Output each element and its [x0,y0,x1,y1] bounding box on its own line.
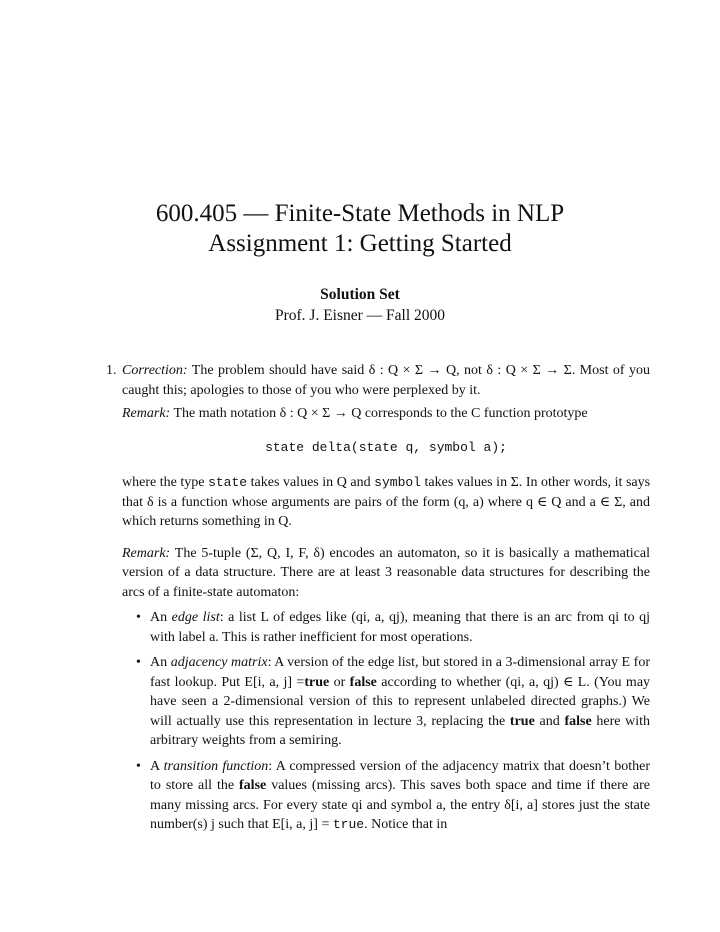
author-line: Prof. J. Eisner — Fall 2000 [274,307,446,324]
bullet-text-c: . Notice that in [364,817,448,832]
bullet-pre: An [150,610,168,625]
remark2-paragraph [122,544,650,603]
item-number: 1. [106,363,117,378]
bullet-term: adjacency matrix [170,655,268,670]
bullet-text-c: according to whether (qi, a, qj) ∈ L. (You may have seen a 2-dimensional version of this to represent unlabeled directed graphs.) We will actually use this representation in lecture 3, replacing the [150,674,651,729]
list-item-1 [106,361,650,835]
data-structure-list [122,608,650,835]
remark1-text: The math notation δ : Q × Σ → Q corresponds to the C function prototype [173,406,588,421]
bold-true-2: true [509,713,535,729]
bullet-text-d: and [539,713,560,729]
where-text-3: takes values in Σ. In other words, it says that δ is a function whose arguments are pairs of the form (q, a) where q ∈ Q and a ∈ Σ, and which returns something in Q. [122,475,651,529]
remark1-paragraph [122,404,650,424]
bold-true: true [304,674,330,690]
remark2-label: Remark: [122,545,171,561]
bullet-dot: • [136,655,141,670]
bullet-pre: An [150,655,168,670]
code-true: true [332,817,365,832]
remark1-label: Remark: [122,406,171,421]
correction-label: Correction: [122,363,188,378]
subtitle: Solution Set [320,286,400,303]
bold-false: false [239,778,267,793]
bullet-text: : a list L of edges like (qi, a, qj), meaning that there is an arc from qi to qj with label a. This is rather inefficient for most operations. [150,610,651,645]
bullet-text-b: values (missing arcs). This saves both space and time if there are many missing arcs. For every state qi and symbol a, the entry δ[i, a] stores just the state number(s) j such that E[i, a, j] = [150,778,651,832]
bold-false: false [349,674,377,690]
remark2-text: The 5-tuple (Σ, Q, I, F, δ) encodes an automaton, so it is basically a mathematical version of a data structure. There are at least 3 reasonable data structures for describing the arcs of a finite-state automaton: [122,545,650,600]
bullet-text-a: : A compressed version of the adjacency matrix that doesn’t bother to store all the [150,758,650,793]
bullet-text-a: : A version of the edge list, but stored in a 3-dimensional array E for fast lookup. Put E[i, a, j] = [150,655,651,690]
bullet-edge-list [122,608,650,647]
bullet-term: edge list [171,610,220,625]
where-text-1: where the type [122,475,205,490]
correction-text: The problem should have said δ : Q × Σ → Q, not δ : Q × Σ → Σ. Most of you caught this; apologies to those of you who were perplexed by it. [122,363,650,398]
bullet-text-e: here with arbitrary weights from a semiring. [150,713,651,748]
code-symbol: symbol [374,475,421,490]
bullet-adjacency-matrix [122,653,650,751]
page-title-line2: Assignment 1: Getting Started [208,230,512,257]
bold-false-2: false [564,713,592,729]
bullet-text-b: or [333,674,346,690]
bullet-pre: A [150,758,160,774]
bullet-dot: • [136,610,141,625]
where-text-2: takes values in Q and [250,475,371,490]
bullet-term: transition function [163,758,269,774]
page-title-line1: 600.405 — Finite-State Methods in NLP [155,200,565,227]
document-body [106,361,650,841]
bullet-dot: • [136,758,141,774]
bullet-transition-function [122,757,650,835]
correction-paragraph [122,361,650,400]
where-paragraph [122,473,650,532]
code-state: state [208,475,248,490]
code-prototype: state delta(state q, symbol a); [265,439,507,455]
